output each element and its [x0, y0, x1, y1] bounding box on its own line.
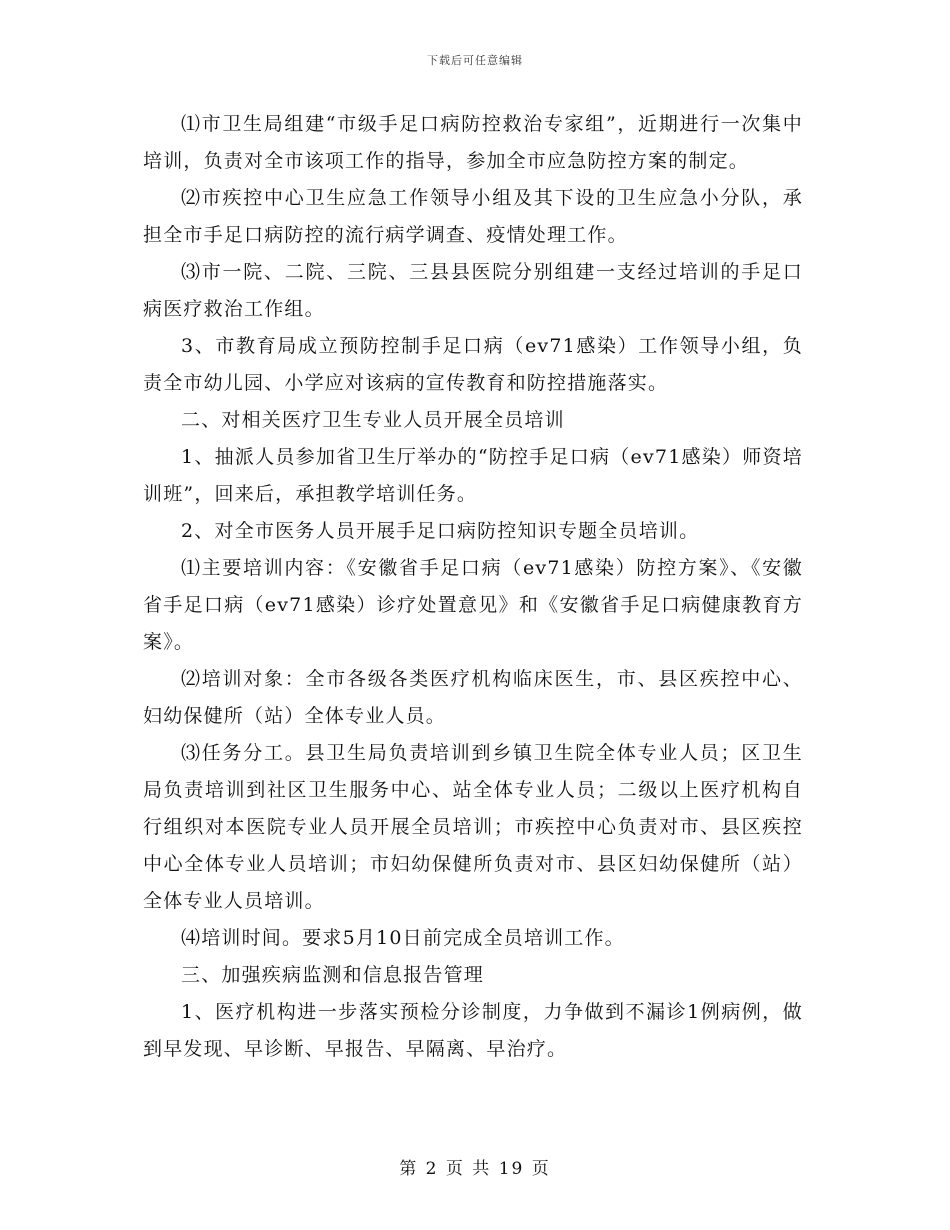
footer-page-number: 2 [425, 1159, 439, 1179]
document-body [143, 106, 803, 1068]
page-footer [0, 1154, 950, 1179]
footer-total-pages: 19 [498, 1159, 525, 1179]
section-heading: 二、对相关医疗卫生专业人员开展全员培训 [181, 409, 565, 431]
paragraph: ⑶市一院、二院、三院、三县县医院分别组建一支经过培训的手足口病医疗救治工作组。 [143, 261, 803, 320]
paragraph: 3、市教育局成立预防控制手足口病（ev71感染）工作领导小组，负责全市幼儿园、小学应对该病的宣传教育和防控措施落实。 [143, 335, 803, 394]
paragraph: ⑷培训时间。要求5月10日前完成全员培训工作。 [181, 927, 625, 949]
paragraph: 1、抽派人员参加省卫生厅举办的“防控手足口病（ev71感染）师资培训班”，回来后，承担教学培训任务。 [143, 446, 803, 505]
footer-suffix: 页 [531, 1159, 551, 1179]
paragraph: ⑶任务分工。县卫生局负责培训到乡镇卫生院全体专业人员；区卫生局负责培训到社区卫生服务中心、站全体专业人员；二级以上医疗机构自行组织对本医院专业人员开展全员培训；市疾控中心负责对市、县区疾控中心全体专业人员培训；市妇幼保健所负责对市、县区妇幼保健所（站）全体专业人员培训。 [143, 742, 803, 912]
paragraph: 1、医疗机构进一步落实预检分诊制度，力争做到不漏诊1例病例，做到早发现、早诊断、早报告、早隔离、早治疗。 [143, 1001, 803, 1060]
footer-middle: 页 共 [445, 1159, 492, 1179]
paragraph: ⑴主要培训内容：《安徽省手足口病（ev71感染）防控方案》、《安徽省手足口病（ev71感染）诊疗处置意见》和《安徽省手足口病健康教育方案》。 [143, 557, 803, 653]
page-header: 下载后可任意编辑 [427, 54, 523, 67]
paragraph: ⑵培训对象：全市各级各类医疗机构临床医生，市、县区疾控中心、妇幼保健所（站）全体专业人员。 [143, 668, 803, 727]
paragraph: ⑵市疾控中心卫生应急工作领导小组及其下设的卫生应急小分队，承担全市手足口病防控的流行病学调查、疫情处理工作。 [143, 187, 803, 246]
section-heading: 三、加强疾病监测和信息报告管理 [181, 964, 485, 986]
footer-prefix: 第 [399, 1159, 419, 1179]
paragraph: ⑴市卫生局组建“市级手足口病防控救治专家组”，近期进行一次集中培训，负责对全市该项工作的指导，参加全市应急防控方案的制定。 [143, 113, 803, 172]
paragraph: 2、对全市医务人员开展手足口病防控知识专题全员培训。 [181, 520, 700, 542]
